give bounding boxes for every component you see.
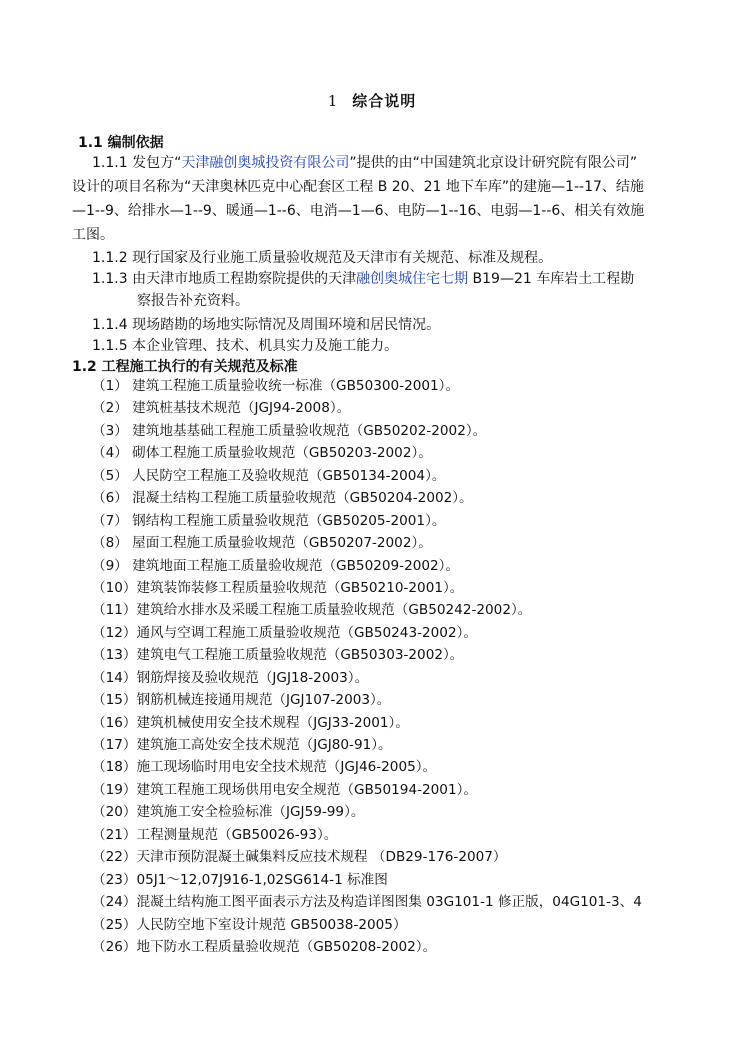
paragraph-1-1-1-line-4: 工图。 <box>72 227 114 243</box>
standards-list-item: （5） 人民防空工程施工及验收规范（GB50134-2004）。 <box>92 467 446 484</box>
standards-list-item: （10）建筑装饰装修工程质量验收规范（GB50210-2001）。 <box>92 579 464 596</box>
standards-list-item: （8） 屋面工程施工质量验收规范（GB50207-2002）。 <box>92 535 432 552</box>
standards-list-item: （20）建筑施工安全检验标准（JGJ59-99）。 <box>92 804 365 821</box>
standards-list-item: （19）建筑工程施工现场供用电安全规范（GB50194-2001）。 <box>92 781 477 798</box>
chapter-title <box>0 90 744 111</box>
paragraph-1-1-1-line-2: 设计的项目名称为“天津奥林匹克中心配套区工程 B 20、21 地下车库”的建施—1--17、结施 <box>72 179 644 195</box>
standards-list-item: （24）混凝土结构施工图平面表示方法及构造详图图集 03G101-1 修正版，04G101-3、4 <box>92 894 642 911</box>
standards-list-item: （17）建筑施工高处安全技术规范（JGJ80-91）。 <box>92 737 392 753</box>
paragraph-1-1-4: 1.1.4 现场踏勘的场地实际情况及周围环境和居民情况。 <box>92 317 441 333</box>
paragraph-1-1-5: 1.1.5 本企业管理、技术、机具实力及施工能力。 <box>92 338 399 354</box>
standards-list-item: （18）施工现场临时用电安全技术规范（JGJ46-2005）。 <box>92 759 437 776</box>
paragraph-1-1-1-line-3: —1--9、给排水—1--9、暖通—1--6、电消—1—6、电防—1--16、电弱—1--6、相关有效施 <box>72 203 645 219</box>
standards-list-item: （9） 建筑地面工程施工质量验收规范（GB50209-2002）。 <box>92 557 460 574</box>
standards-list-item: （21）工程测量规范（GB50026-93）。 <box>92 826 338 843</box>
client-company-link[interactable]: 天津融创奥城投资有限公司 <box>181 155 350 171</box>
standards-list-item: （6） 混凝土结构工程施工质量验收规范（GB50204-2002）。 <box>92 490 473 507</box>
section-heading-1-2: 1.2 工程施工执行的有关规范及标准 <box>72 359 298 375</box>
standards-list-item: （15）钢筋机械连接通用规范（JGJ107-2003）。 <box>92 692 391 709</box>
standards-list-item: （4） 砌体工程施工质量验收规范（GB50203-2002）。 <box>92 445 432 462</box>
standards-list-item: （13）建筑电气工程施工质量验收规范（GB50303-2002）。 <box>92 647 464 664</box>
chapter-title-text: 综合说明 <box>352 92 417 110</box>
project-name-link[interactable]: 融创奥城住宅七期 <box>356 271 469 287</box>
paragraph-1-1-2: 1.1.2 现行国家及行业施工质量验收规范及天津市有关规范、标准及规程。 <box>92 250 553 266</box>
standards-list-item: （26）地下防水工程质量验收规范（GB50208-2002）。 <box>92 938 437 955</box>
paragraph-1-1-3-line-2: 察报告补充资料。 <box>137 293 249 309</box>
standards-list-item: （14）钢筋焊接及验收规范（JGJ18-2003）。 <box>92 669 369 686</box>
standards-list-item: （7） 钢结构工程施工质量验收规范（GB50205-2001）。 <box>92 512 446 529</box>
standards-list-item: （25）人民防空地下室设计规范 GB50038-2005） <box>92 916 407 933</box>
standards-list-item: （3） 建筑地基基础工程施工质量验收规范（GB50202-2002）。 <box>92 422 487 439</box>
chapter-number: 1 <box>327 92 339 110</box>
section-heading-1-1: 1.1 编制依据 <box>78 135 164 151</box>
standards-list-item: （12）通风与空调工程施工质量验收规范（GB50243-2002）。 <box>92 624 477 641</box>
standards-list <box>92 375 712 958</box>
standards-list-item: （1） 建筑工程施工质量验收统一标准（GB50300-2001）。 <box>92 378 460 394</box>
standards-list-item: （22）天津市预防混凝土碱集料反应技术规程 （DB29-176-2007） <box>92 849 507 866</box>
standards-list-item: （16）建筑机械使用安全技术规程（JGJ33-2001）。 <box>92 714 409 731</box>
paragraph-1-1-1-line-1: 1.1.1 发包方“天津融创奥城投资有限公司”提供的由“中国建筑北京设计研究院有限公司” <box>92 155 638 171</box>
standards-list-item: （23）05J1～12,07J916-1,02SG614-1 标准图 <box>92 871 388 888</box>
standards-list-item: （2） 建筑桩基技术规范（JGJ94-2008）。 <box>92 400 351 417</box>
standards-list-item: （11）建筑给水排水及采暖工程施工质量验收规范（GB50242-2002）。 <box>92 602 532 619</box>
paragraph-1-1-3-line-1: 1.1.3 由天津市地质工程勘察院提供的天津融创奥城住宅七期 B19—21 车库岩土工程勘 <box>92 271 635 287</box>
